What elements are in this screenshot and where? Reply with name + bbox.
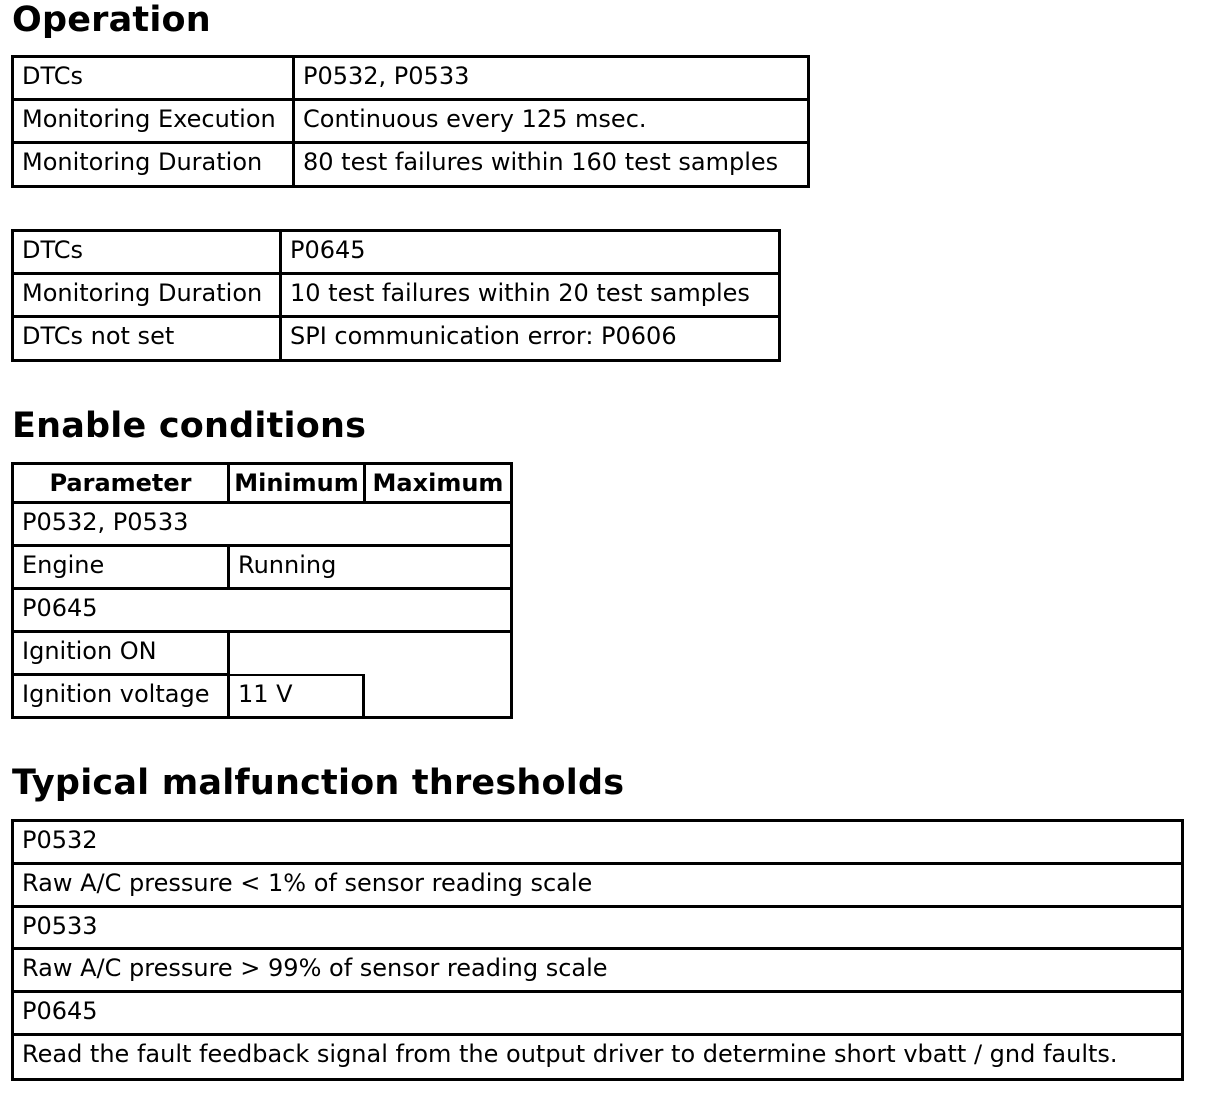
table-cell: Ignition voltage [11, 674, 230, 719]
table-empty-region-border [228, 631, 513, 719]
thresholds-heading: Typical malfunction thresholds [12, 763, 625, 803]
table-cell: 10 test failures within 20 test samples [280, 273, 781, 318]
table-cell: 11 V [228, 674, 365, 719]
table-cell: P0532, P0533 [293, 55, 810, 101]
table-group-row: P0645 [11, 588, 513, 633]
table-header-cell: Minimum [228, 462, 366, 504]
table-group-row: P0532, P0533 [11, 502, 513, 547]
table-row: P0645 [11, 991, 1184, 1036]
table-cell: Ignition ON [11, 631, 230, 676]
table-cell: Running [228, 545, 513, 590]
table-cell: Monitoring Duration [11, 142, 295, 188]
table-row: Raw A/C pressure > 99% of sensor reading scale [11, 948, 1184, 993]
enable-conditions-heading: Enable conditions [12, 406, 367, 446]
table-cell: Engine [11, 545, 230, 590]
table-header-cell: Parameter [11, 462, 230, 504]
table-cell: DTCs [11, 229, 282, 275]
table-cell: Monitoring Execution [11, 99, 295, 144]
table-row: Raw A/C pressure < 1% of sensor reading scale [11, 863, 1184, 908]
table-cell: DTCs not set [11, 316, 282, 362]
table-row: P0533 [11, 906, 1184, 950]
table-cell: Monitoring Duration [11, 273, 282, 318]
table-cell: SPI communication error: P0606 [280, 316, 781, 362]
table-cell: Continuous every 125 msec. [293, 99, 810, 144]
table-row: P0532 [11, 819, 1184, 865]
table-cell: DTCs [11, 55, 295, 101]
table-header-cell: Maximum [364, 462, 513, 504]
operation-heading: Operation [12, 0, 211, 40]
table-row: Read the fault feedback signal from the output driver to determine short vbatt / gnd faults. [11, 1034, 1184, 1081]
table-cell: P0645 [280, 229, 781, 275]
table-cell: 80 test failures within 160 test samples [293, 142, 810, 188]
